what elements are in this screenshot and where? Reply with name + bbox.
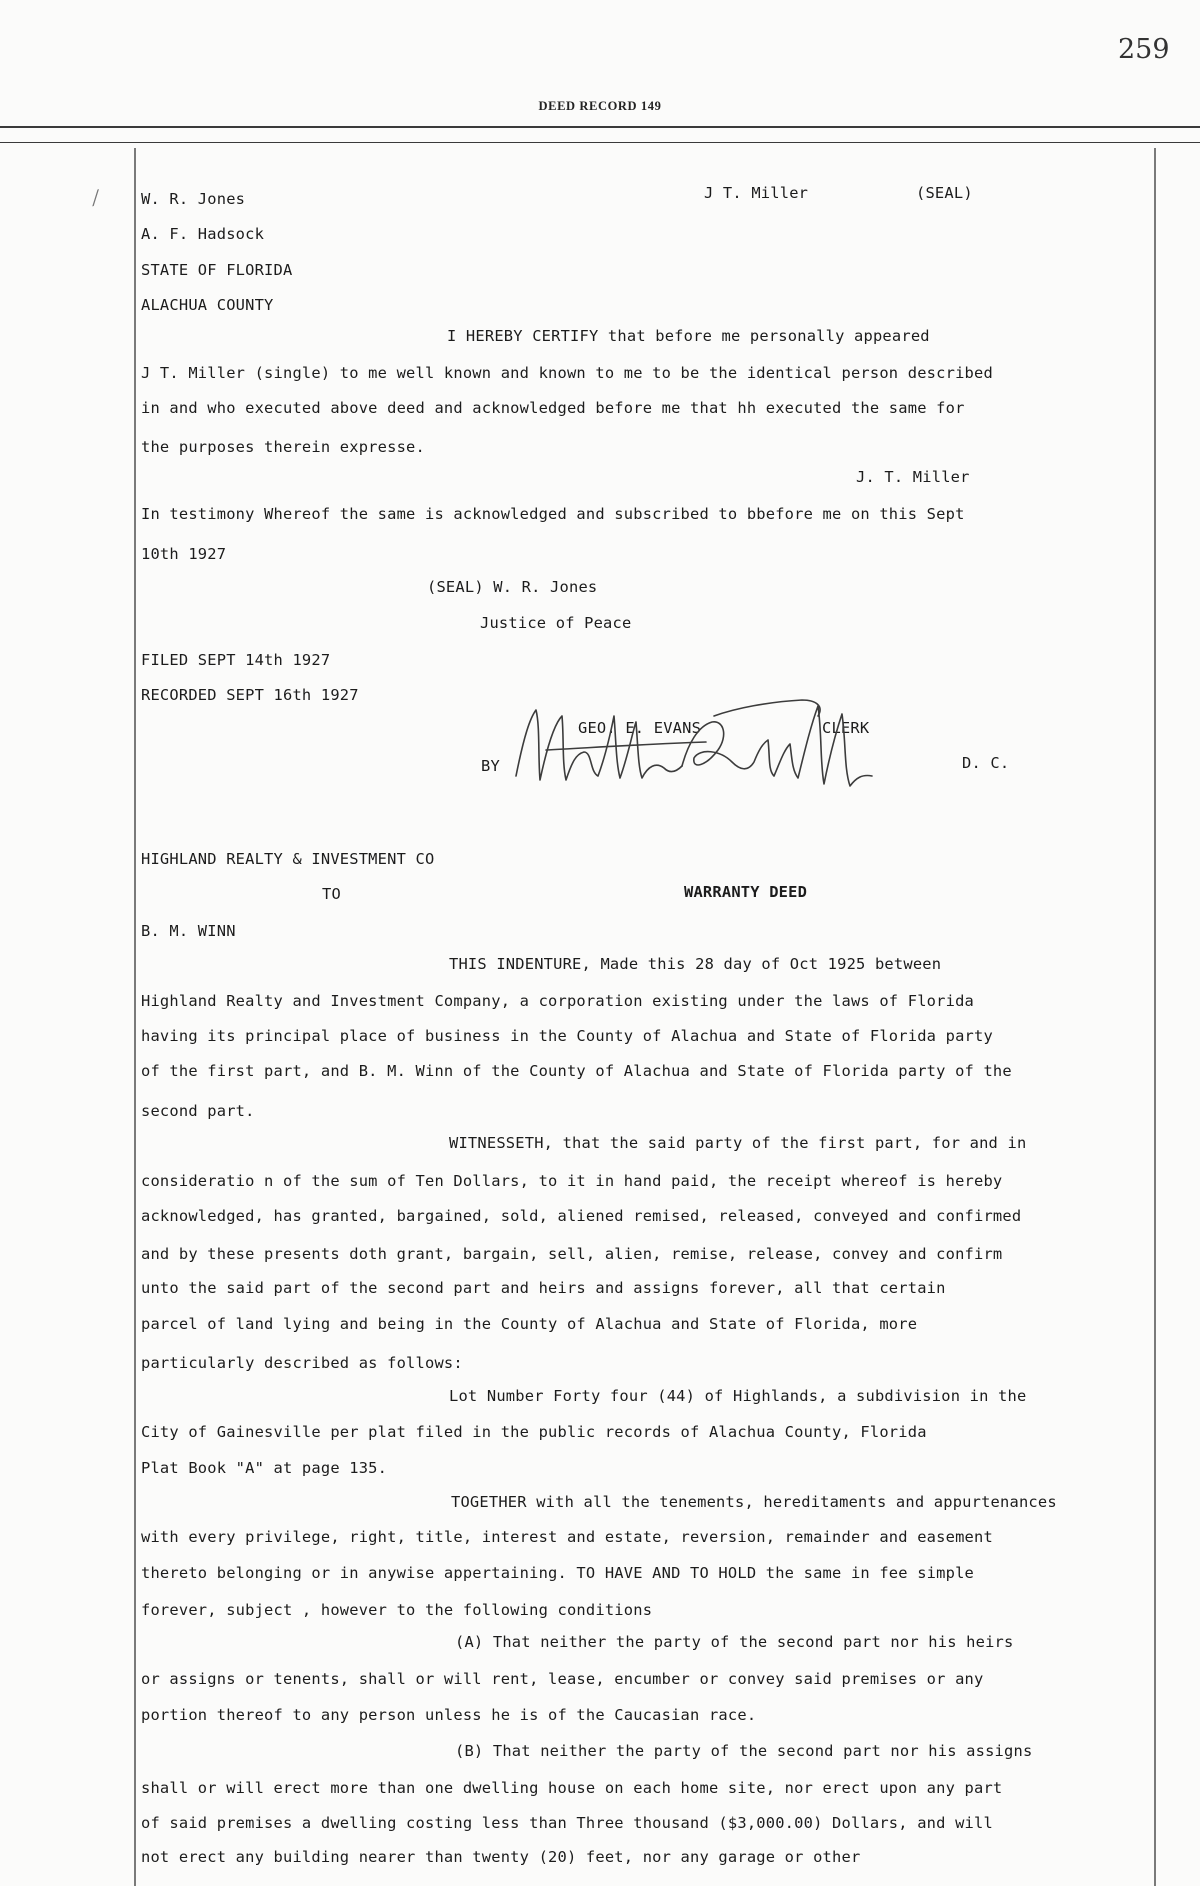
deed-line: Lot Number Forty four (44) of Highlands, a subdivision in the (449, 1387, 1027, 1405)
deed-line: consideratio n of the sum of Ten Dollars, to it in hand paid, the receipt whereof is hereby (141, 1172, 1003, 1190)
deed-line: of said premises a dwelling costing less than Three thousand ($3,000.00) Dollars, and will (141, 1814, 993, 1832)
deed-line: THIS INDENTURE, Made this 28 day of Oct 1925 between (449, 955, 942, 973)
witness-2: A. F. Hadsock (141, 225, 265, 243)
deed-line: or assigns or tenents, shall or will rent, lease, encumber or convey said premises or any (141, 1670, 984, 1688)
deed-line: particularly described as follows: (141, 1354, 463, 1372)
signature-stroke (546, 742, 706, 750)
deed-line: WITNESSETH, that the said party of the first part, for and in (449, 1134, 1027, 1152)
deed-line: shall or will erect more than one dwelling house on each home site, nor erect upon any part (141, 1779, 1003, 1797)
deputy-clerk-label: D. C. (962, 754, 1010, 772)
by-label: BY (481, 757, 500, 775)
signature-stroke (714, 700, 820, 716)
check-mark: ⁄ (91, 185, 101, 211)
deed-line: and by these presents doth grant, bargain, sell, alien, remise, release, convey and confirm (141, 1245, 1003, 1263)
seal-label: (SEAL) (916, 184, 973, 202)
deed-line: (B) That neither the party of the second part nor his assigns (455, 1742, 1033, 1760)
testimony-line-1: In testimony Whereof the same is acknowledged and subscribed to bbefore me on this Sept (141, 505, 965, 523)
deed-line: City of Gainesville per plat filed in the public records of Alachua County, Florida (141, 1423, 927, 1441)
certify-line-3: in and who executed above deed and acknowledged before me that hh executed the same for (141, 399, 965, 417)
deed-line: forever, subject , however to the following conditions (141, 1601, 653, 1619)
deed-line: unto the said part of the second part and heirs and assigns forever, all that certain (141, 1279, 946, 1297)
handwritten-signature (506, 696, 886, 806)
deed-line: acknowledged, has granted, bargained, sold, aliened remised, released, conveyed and confirmed (141, 1207, 1022, 1225)
grantor-signature: J T. Miller (704, 184, 809, 202)
header-rule-top (0, 126, 1200, 128)
deed-line: Highland Realty and Investment Company, a corporation existing under the laws of Florida (141, 992, 975, 1010)
deed-line: having its principal place of business in the County of Alachua and State of Florida party (141, 1027, 993, 1045)
deed-line: thereto belonging or in anywise appertaining. TO HAVE AND TO HOLD the same in fee simple (141, 1564, 975, 1582)
clerk-title: CLERK (822, 719, 870, 737)
deed-line: not erect any building nearer than twenty (20) feet, nor any garage or other (141, 1848, 861, 1866)
header-rule-bottom (0, 142, 1200, 143)
deed-type: WARRANTY DEED (684, 883, 808, 901)
certify-line-4: the purposes therein expresse. (141, 438, 425, 456)
deed-line: of the first part, and B. M. Winn of the County of Alachua and State of Florida party of the (141, 1062, 1012, 1080)
deed-line: TOGETHER with all the tenements, hereditaments and appurtenances (451, 1493, 1057, 1511)
signer-name: J. T. Miller (856, 468, 970, 486)
county-heading: ALACHUA COUNTY (141, 296, 274, 314)
right-margin-line (1154, 148, 1156, 1886)
deed-line: (A) That neither the party of the second part nor his heirs (455, 1633, 1014, 1651)
state-heading: STATE OF FLORIDA (141, 261, 293, 279)
clerk-name: GEO. E. EVANS (578, 719, 702, 737)
filed-date: FILED SEPT 14th 1927 (141, 651, 331, 669)
book-title: DEED RECORD 149 (538, 99, 662, 113)
certify-line-2: J T. Miller (single) to me well known and known to me to be the identical person described (141, 364, 993, 382)
witness-1: W. R. Jones (141, 190, 246, 208)
recorded-date: RECORDED SEPT 16th 1927 (141, 686, 359, 704)
deed-grantee: B. M. WINN (141, 922, 236, 940)
deed-line: parcel of land lying and being in the County of Alachua and State of Florida, more (141, 1315, 918, 1333)
testimony-line-2: 10th 1927 (141, 545, 227, 563)
deed-line: second part. (141, 1102, 255, 1120)
deed-grantor: HIGHLAND REALTY & INVESTMENT CO (141, 850, 435, 868)
officer-title: Justice of Peace (480, 614, 632, 632)
deed-line: portion thereof to any person unless he is of the Caucasian race. (141, 1706, 757, 1724)
officer-name: (SEAL) W. R. Jones (427, 578, 598, 596)
page-number: 259 (1118, 34, 1170, 65)
deed-to: TO (322, 885, 341, 903)
deed-line: with every privilege, right, title, interest and estate, reversion, remainder and easement (141, 1528, 993, 1546)
signature-stroke (682, 706, 872, 786)
certify-line-1: I HEREBY CERTIFY that before me personally appeared (447, 327, 930, 345)
signature-stroke (516, 710, 682, 780)
deed-line: Plat Book "A" at page 135. (141, 1459, 388, 1477)
left-margin-line (134, 148, 136, 1886)
